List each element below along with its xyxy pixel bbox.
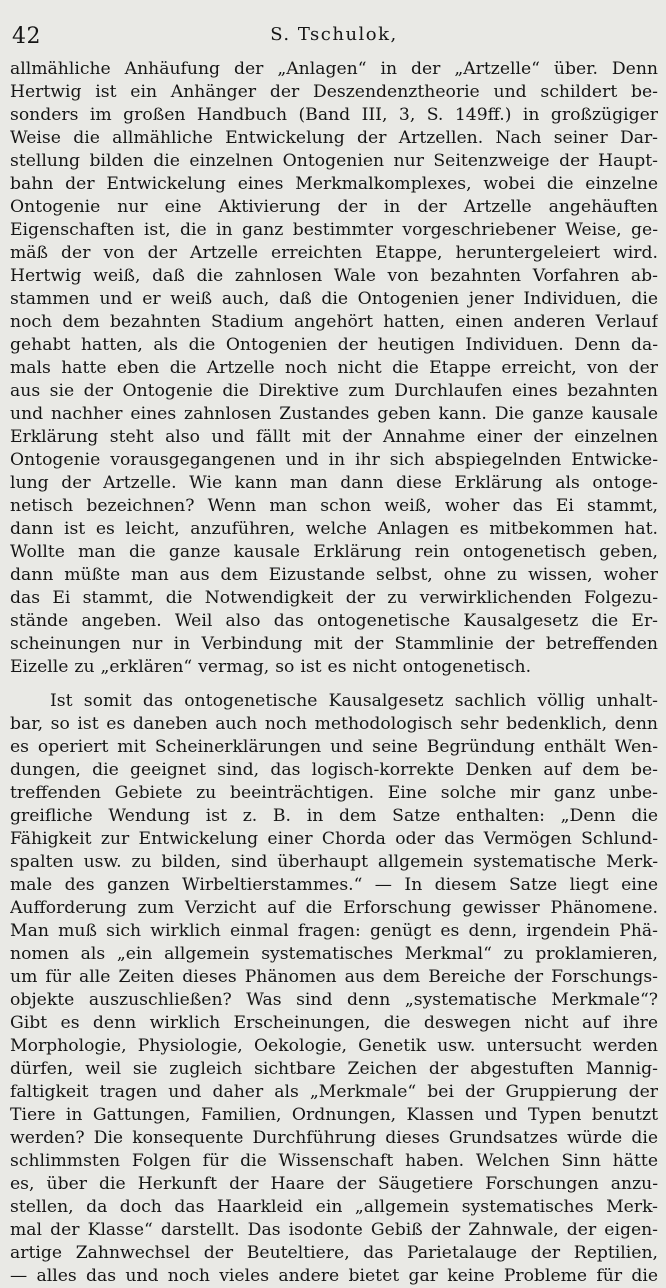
page-number: 42 [12, 24, 41, 49]
text-line: Morphologie, Physiologie, Oekologie, Genetik usw. untersucht werden [10, 1036, 658, 1056]
text-line: es operiert mit Scheinerklärungen und seine Begründung enthält Wen- [10, 737, 658, 757]
text-line: es, über die Herkunft der Haare der Säugetiere Forschungen anzu- [10, 1174, 658, 1194]
text-line: Wollte man die ganze kausale Erklärung rein ontogenetisch geben, [10, 542, 658, 562]
text-line: das Ei stammt, die Notwendigkeit der zu verwirklichenden Folgezu- [10, 588, 658, 608]
text-line: bar, so ist es daneben auch noch methodologisch sehr bedenklich, denn [10, 714, 658, 734]
text-line: Eizelle zu „erklären“ vermag, so ist es nicht ontogenetisch. [10, 657, 532, 677]
text-line: werden? Die konsequente Durchführung dieses Grundsatzes würde die [10, 1128, 658, 1148]
text-line: netisch bezeichnen? Wenn man schon weiß, woher das Ei stammt, [10, 496, 658, 516]
text-line: sonders im großen Handbuch (Band III, 3, S. 149ff.) in großzügiger [10, 105, 658, 125]
text-line: Aufforderung zum Verzicht auf die Erforschung gewisser Phänomene. [10, 898, 658, 918]
text-line: dann müßte man aus dem Eizustande selbst, ohne zu wissen, woher [10, 565, 658, 585]
text-line: Man muß sich wirklich einmal fragen: genügt es denn, irgendein Phä- [10, 921, 658, 941]
text-line: scheinungen nur in Verbindung mit der Stammlinie der betreffenden [10, 634, 658, 654]
text-line: Tiere in Gattungen, Familien, Ordnungen, Klassen und Typen benutzt [10, 1105, 658, 1125]
text-line: stammen und er weiß auch, daß die Ontogenien jener Individuen, die [10, 289, 658, 309]
text-line: Gibt es denn wirklich Erscheinungen, die deswegen nicht auf ihre [10, 1013, 658, 1033]
text-line: stellen, da doch das Haarkleid ein „allgemein systematisches Merk- [10, 1197, 658, 1217]
text-line: gehabt hatten, als die Ontogenien der heutigen Individuen. Denn da- [10, 335, 658, 355]
text-line: nomen als „ein allgemein systematisches Merkmal“ zu proklamieren, [10, 944, 658, 964]
text-line: schlimmsten Folgen für die Wissenschaft haben. Welchen Sinn hätte [10, 1151, 658, 1171]
text-line: Fähigkeit zur Entwickelung einer Chorda oder das Vermögen Schlund- [10, 829, 658, 849]
text-line: Hertwig weiß, daß die zahnlosen Wale von bezahnten Vorfahren ab- [10, 266, 658, 286]
text-line: bahn der Entwickelung eines Merkmalkomplexes, wobei die einzelne [10, 174, 658, 194]
text-line: treffenden Gebiete zu beeinträchtigen. Eine solche mir ganz unbe- [10, 783, 658, 803]
text-line: greifliche Wendung ist z. B. in dem Satze enthalten: „Denn die [10, 806, 658, 826]
text-line: Ontogenie vorausgegangenen und in ihr sich abspiegelnden Entwicke- [10, 450, 658, 470]
text-line: mal der Klasse“ darstellt. Das isodonte Gebiß der Zahnwale, der eigen- [10, 1220, 658, 1240]
text-line: Weise die allmähliche Entwickelung der Artzellen. Nach seiner Dar- [10, 128, 658, 148]
text-line: allmähliche Anhäufung der „Anlagen“ in der „Artzelle“ über. Denn [10, 59, 658, 79]
paragraph-1 [10, 58, 658, 679]
text-line: dürfen, weil sie zugleich sichtbare Zeichen der abgestuften Mannig- [10, 1059, 658, 1079]
running-title: S. Tschulok, [270, 24, 398, 45]
text-line: faltigkeit tragen und daher als „Merkmale“ bei der Gruppierung der [10, 1082, 658, 1102]
text-line: male des ganzen Wirbeltierstammes.“ — In diesem Satze liegt eine [10, 875, 658, 895]
text-line: dungen, die geeignet sind, das logisch-korrekte Denken auf dem be- [10, 760, 658, 780]
text-line: stellung bilden die einzelnen Ontogenien nur Seitenzweige der Haupt- [10, 151, 658, 171]
text-line: stände angeben. Weil also das ontogenetische Kausalgesetz die Er- [10, 611, 658, 631]
text-line: lung der Artzelle. Wie kann man dann diese Erklärung als ontoge- [10, 473, 658, 493]
text-line: Ontogenie nur eine Aktivierung der in der Artzelle angehäuften [10, 197, 658, 217]
text-line: mals hatte eben die Artzelle noch nicht die Etappe erreicht, von der [10, 358, 658, 378]
text-line: Eigenschaften ist, die in ganz bestimmter vorgeschriebener Weise, ge- [10, 220, 658, 240]
text-line: — alles das und noch vieles andere bietet gar keine Probleme für die [10, 1266, 658, 1286]
text-line: noch dem bezahnten Stadium angehört hatten, einen anderen Verlauf [10, 312, 658, 332]
text-line: Erklärung steht also und fällt mit der Annahme einer der einzelnen [10, 427, 658, 447]
text-line: Hertwig ist ein Anhänger der Deszendenztheorie und schildert be- [10, 82, 658, 102]
text-line: und nachher eines zahnlosen Zustandes geben kann. Die ganze kausale [10, 404, 658, 424]
text-line: spalten usw. zu bilden, sind überhaupt allgemein systematische Merk- [10, 852, 658, 872]
text-line: mäß der von der Artzelle erreichten Etappe, heruntergeleiert wird. [10, 243, 658, 263]
text-line: objekte auszuschließen? Was sind denn „systematische Merkmale“? [10, 990, 658, 1010]
text-line: dann ist es leicht, anzuführen, welche Anlagen es mitbekommen hat. [10, 519, 658, 539]
paragraph-spacing [10, 679, 658, 690]
text-line: Ist somit das ontogenetische Kausalgesetz sachlich völlig unhalt- [50, 691, 658, 711]
text-line: um für alle Zeiten dieses Phänomen aus dem Bereiche der Forschungs- [10, 967, 658, 987]
page-header [10, 18, 658, 52]
text-line: aus sie der Ontogenie die Direktive zum Durchlaufen eines bezahnten [10, 381, 658, 401]
paragraph-2 [10, 690, 658, 1288]
text-line: artige Zahnwechsel der Beuteltiere, das Parietalauge der Reptilien, [10, 1243, 658, 1263]
body-text [10, 58, 658, 1288]
